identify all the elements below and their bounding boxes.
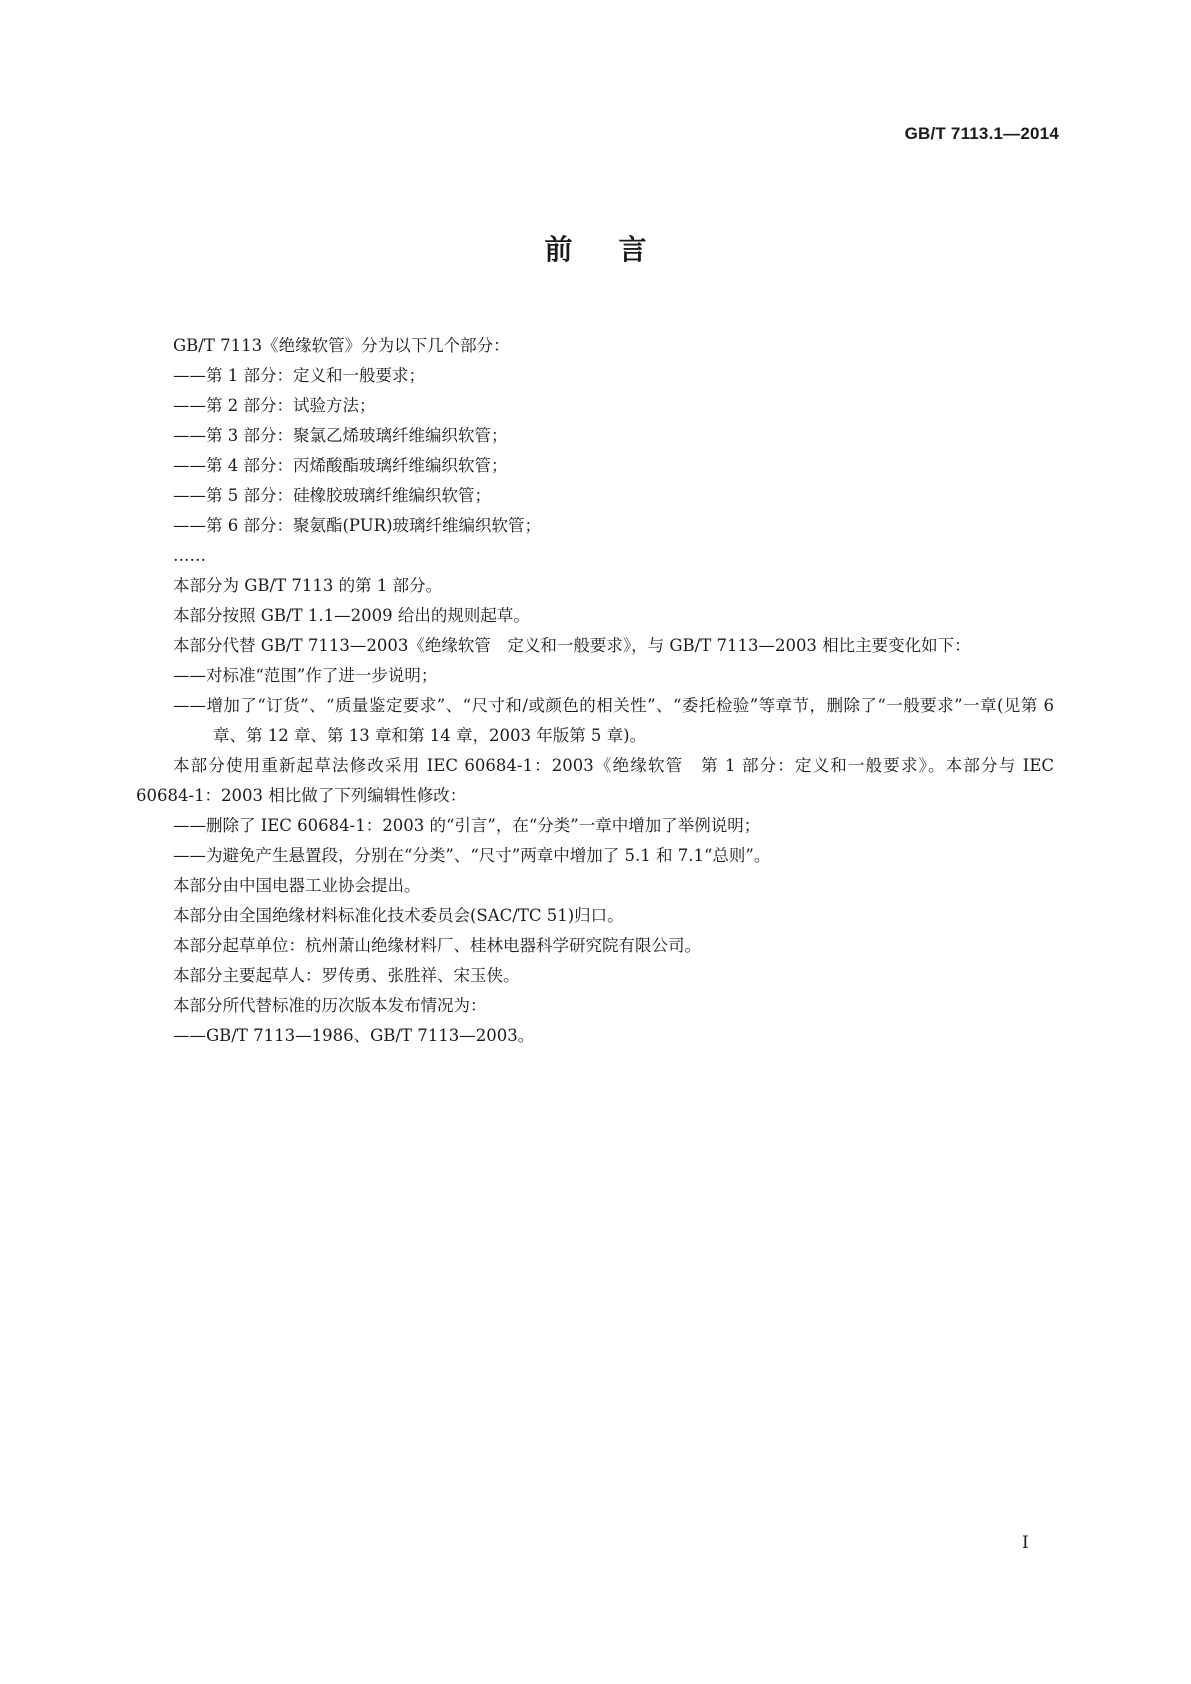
- paragraph: 本部分代替 GB/T 7113—2003《绝缘软管 定义和一般要求》，与 GB/T 7113—2003 相比主要变化如下：: [173, 636, 971, 655]
- foreword-body: [136, 331, 1054, 1051]
- standard-code: GB/T 7113.1—2014: [904, 124, 1059, 143]
- paragraph: 本部分主要起草人：罗传勇、张胜祥、宋玉侠。: [173, 966, 520, 985]
- page-number: I: [1022, 1533, 1029, 1553]
- page-title: 前言: [544, 233, 693, 266]
- ellipsis: ……: [173, 546, 206, 565]
- list-item: ——删除了 IEC 60684-1：2003 的“引言”，在“分类”一章中增加了举例说明；: [173, 816, 761, 835]
- list-item: ——为避免产生悬置段，分别在“分类”、“尺寸”两章中增加了 5.1 和 7.1“总则”。: [173, 846, 771, 865]
- paragraph: 本部分起草单位：杭州萧山绝缘材料厂、桂林电器科学研究院有限公司。: [173, 936, 701, 955]
- paragraph: 本部分使用重新起草法修改采用 IEC 60684-1：2003《绝缘软管 第 1 部分：定义和一般要求》。本部分与 IEC 60684-1：2003 相比做了下列编辑性修改：: [136, 756, 1054, 805]
- paragraph: 本部分由中国电器工业协会提出。: [173, 876, 421, 895]
- list-item: ——第 6 部分：聚氨酯(PUR)玻璃纤维编织软管；: [173, 516, 542, 535]
- list-item: ——第 2 部分：试验方法；: [173, 396, 376, 415]
- paragraph: 本部分由全国绝缘材料标准化技术委员会(SAC/TC 51)归口。: [173, 906, 624, 925]
- list-item: ——第 5 部分：硅橡胶玻璃纤维编织软管；: [173, 486, 491, 505]
- list-item: ——对标准“范围”作了进一步说明；: [173, 666, 438, 685]
- list-item: ——GB/T 7113—1986、GB/T 7113—2003。: [173, 1026, 535, 1045]
- paragraph: 本部分按照 GB/T 1.1—2009 给出的规则起草。: [173, 606, 530, 625]
- list-item: ——增加了“订货”、“质量鉴定要求”、“尺寸和/或颜色的相关性”、“委托检验”等章节，删除了“一般要求”一章(见第 6 章、第 12 章、第 13 章和第 14 章，2003 年版第 5 章)。: [173, 696, 1054, 745]
- list-item: ——第 4 部分：丙烯酸酯玻璃纤维编织软管；: [173, 456, 508, 475]
- parts-intro: GB/T 7113《绝缘软管》分为以下几个部分：: [173, 336, 510, 355]
- list-item: ——第 3 部分：聚氯乙烯玻璃纤维编织软管；: [173, 426, 508, 445]
- paragraph: 本部分为 GB/T 7113 的第 1 部分。: [173, 576, 443, 595]
- paragraph: 本部分所代替标准的历次版本发布情况为：: [173, 996, 487, 1015]
- list-item: ——第 1 部分：定义和一般要求；: [173, 366, 425, 385]
